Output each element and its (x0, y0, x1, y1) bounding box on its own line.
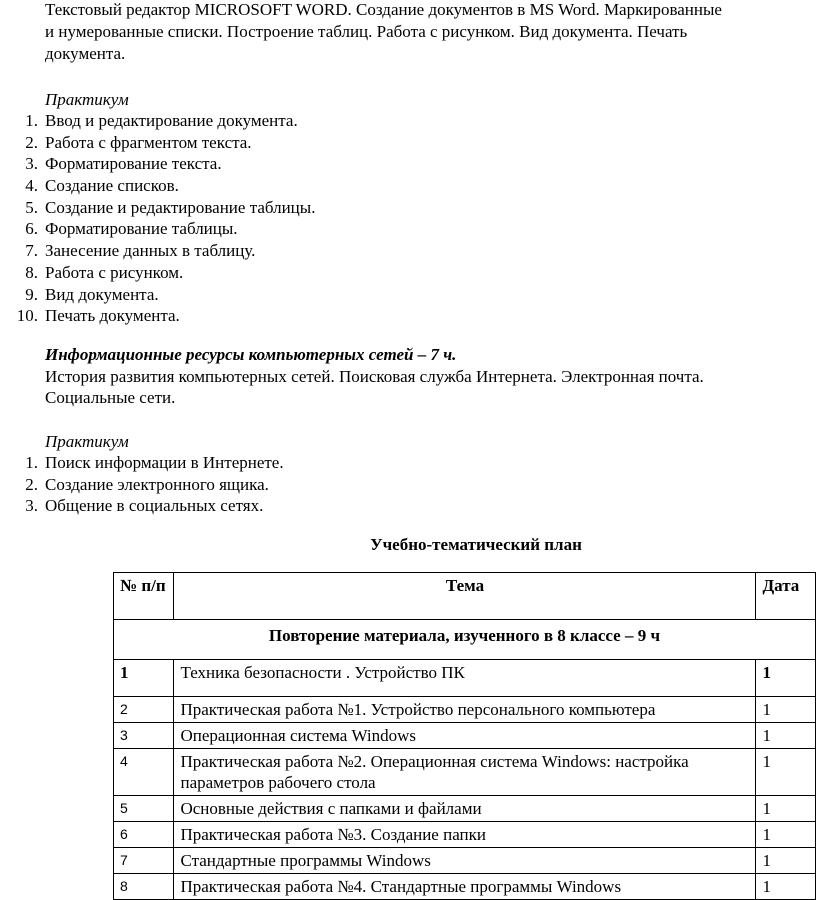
row-topic: Практическая работа №1. Устройство персонального компьютера (174, 697, 756, 723)
row-topic: Основные действия с папками и файлами (174, 796, 756, 822)
table-row (114, 848, 816, 874)
row-num: 4 (114, 749, 174, 796)
table-section-row (114, 620, 816, 660)
row-num: 3 (114, 723, 174, 749)
row-topic: Техника безопасности . Устройство ПК (174, 660, 756, 697)
row-num: 1 (114, 660, 174, 697)
table-row (114, 749, 816, 796)
section-2-line-1: История развития компьютерных сетей. Поисковая служба Интернета. Электронная почта. (45, 367, 704, 386)
row-hours: 1 (756, 822, 816, 848)
table-row (114, 697, 816, 723)
table-row (114, 660, 816, 697)
row-hours: 1 (756, 848, 816, 874)
row-topic: Практическая работа №3. Создание папки (174, 822, 756, 848)
row-hours: 1 (756, 796, 816, 822)
section-2-line-2: Социальные сети. (45, 388, 176, 407)
table-row (114, 822, 816, 848)
table-header-row (114, 573, 816, 620)
row-topic: Операционная система Windows (174, 723, 756, 749)
row-hours: 1 (756, 660, 816, 697)
table-row (114, 874, 816, 900)
row-num: 8 (114, 874, 174, 900)
header-num: № п/п (114, 573, 174, 620)
row-num: 5 (114, 796, 174, 822)
header-line-3: документа. (45, 44, 126, 63)
row-topic: Стандартные программы Windows (174, 848, 756, 874)
table-row (114, 796, 816, 822)
row-num: 7 (114, 848, 174, 874)
header-line-1: Текстовый редактор MICROSOFT WORD. Создание документов в MS Word. Маркированные (45, 0, 722, 19)
table-row (114, 723, 816, 749)
row-topic: Практическая работа №4. Стандартные программы Windows (174, 874, 756, 900)
header-line-2: и нумерованные списки. Построение таблиц. Работа с рисунком. Вид документа. Печать (45, 22, 688, 41)
section-row-label: Повторение материала, изученного в 8 классе – 9 ч (114, 620, 816, 660)
document-page: Текстовый редактор MICROSOFT WORD. Создание документов в MS Word. Маркированные и нумерованные списки. Построение таблиц. Работа с рисунком. Вид документа. Печать документа. Практикум 1. Ввод и редактирование документа. 2. Работа с фрагментом текста. 3. Форматирование текста. 4. Создание списков. 5. Создание и редактирование таблицы. 6. Форматирование таблицы. 7. Занесение данных в таблицу. 8. Работа с рисунком. 9. Вид документа. 10. Печать документа. Информационные ресурсы компьютерных сетей – 7 ч. История развития компьютерных сетей. Поисковая служба Интернета. Электронная почта. Социальные сети. Практикум 1. Поиск информации в Интернете. 2. Создание электронного ящика. 3. Общение в социальных сетях. Учебно-тематический план № п/п Тема Дата Повторение материала, изученного в 8 классе – 9 ч 1 Техника безопасности . Устройство ПК 1 2 Практическая работа №1. Устройство персонального компьютера 1 3 Операционная система Windows 1 4 Практическая работа №2. Операционная система Windows: настройка параметров рабочего стола 1 5 Основные действия с папками и файлами 1 6 Практическая работа №3. Создание папки 1 7 Стандартные программы Windows 1 8 Практическая работа №4. Стандартные программы Windows 1 (0, 0, 816, 899)
row-hours: 1 (756, 723, 816, 749)
practicum-2-title: Практикум (45, 432, 129, 451)
row-hours: 1 (756, 749, 816, 796)
row-num: 6 (114, 822, 174, 848)
plan-table (113, 572, 816, 900)
row-num: 2 (114, 697, 174, 723)
header-date: Дата (756, 573, 816, 620)
row-hours: 1 (756, 697, 816, 723)
row-topic: Практическая работа №2. Операционная система Windows: настройка параметров рабочего стола (174, 749, 756, 796)
header-topic: Тема (174, 573, 756, 620)
plan-title: Учебно-тематический план (370, 535, 582, 554)
section-2-title: Информационные ресурсы компьютерных сетей – 7 ч. (45, 345, 457, 364)
practicum-1-title: Практикум (45, 90, 129, 109)
row-hours: 1 (756, 874, 816, 900)
